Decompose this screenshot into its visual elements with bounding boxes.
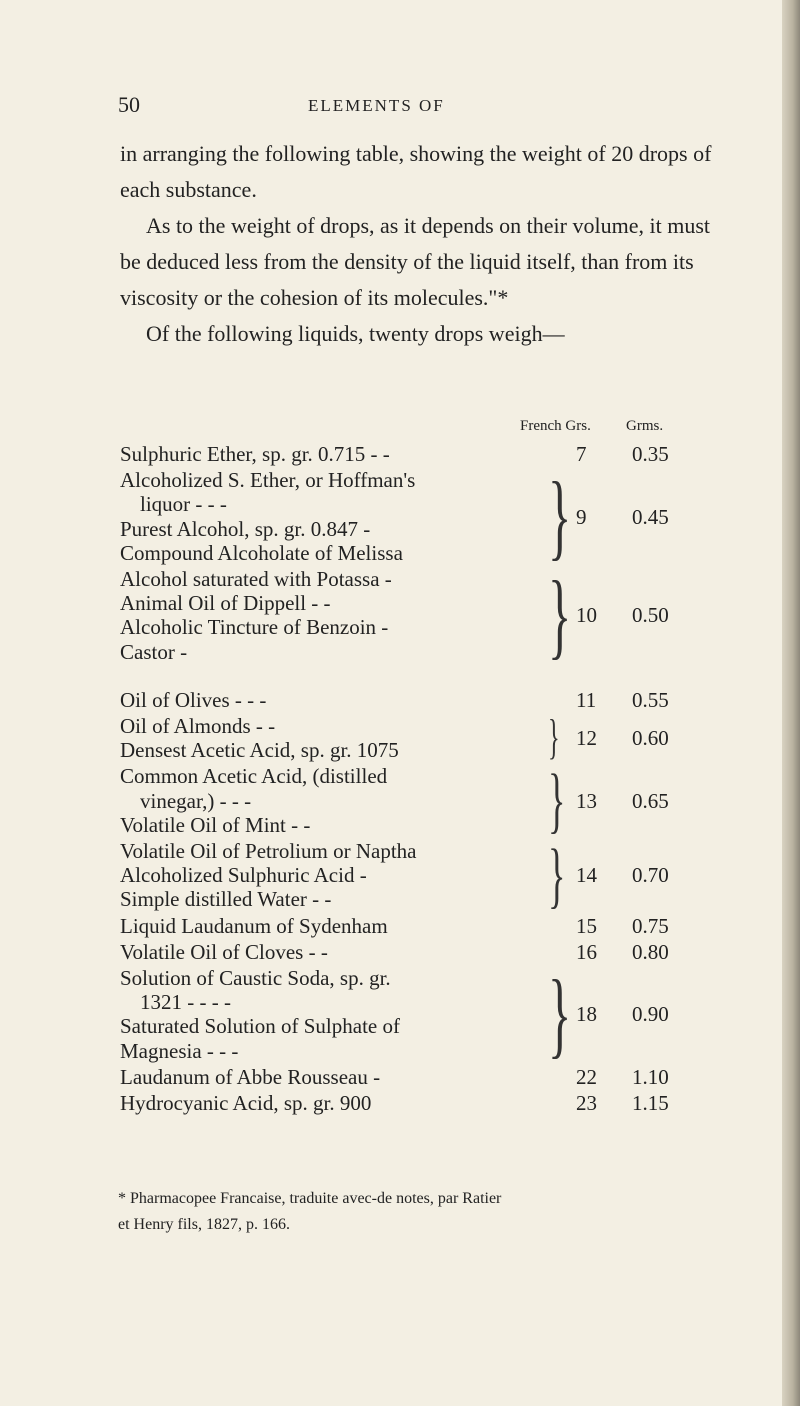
french-grains-value: 13 [576,788,597,813]
table-row-text: Alcoholic Tincture of Benzoin - [120,615,389,640]
table-row-text: Alcoholized S. Ether, or Hoffman's [120,468,416,493]
grams-value: 0.60 [632,726,669,751]
table-row-text: liquor - - - [140,492,227,517]
grams-value: 0.50 [632,603,669,628]
column-header-grams: Grms. [626,418,664,434]
table-row-text: Densest Acetic Acid, sp. gr. 1075 [120,738,399,763]
table-row-text: Volatile Oil of Cloves - - [120,939,328,964]
page-number: 50 [118,92,140,117]
grouping-brace: } [548,711,560,764]
french-grains-value: 9 [576,504,587,529]
table-row-text: Alcoholized Sulphuric Acid - [120,863,367,888]
table-row-text: Hydrocyanic Acid, sp. gr. 900 [120,1091,372,1115]
grams-value: 1.10 [632,1064,669,1089]
grams-value: 0.65 [632,788,669,813]
grams-value: 0.90 [632,1002,669,1027]
table-row-text: Magnesia - - - [120,1038,239,1063]
footnote-line: * Pharmacopee Francaise, traduite avec-de notes, par Ratier [118,1190,502,1207]
grams-value: 0.45 [632,504,669,529]
grams-value: 0.35 [632,442,669,467]
footnote-line: et Henry fils, 1827, p. 166. [118,1216,290,1233]
table-row-text: Liquid Laudanum of Sydenham [120,913,388,938]
table-row-text: Purest Alcohol, sp. gr. 0.847 - [120,516,371,541]
table-row-text: Alcohol saturated with Potassa - [120,567,392,591]
table-row-text: Oil of Almonds - - [120,714,276,738]
french-grains-value: 7 [576,442,587,467]
french-grains-value: 15 [576,913,597,938]
grams-value: 0.70 [632,863,669,888]
table-row-text: Compound Alcoholate of Melissa [120,540,403,565]
french-grains-value: 12 [576,726,597,751]
grouping-brace: } [548,960,572,1067]
table-row-text: Solution of Caustic Soda, sp. gr. [120,966,391,990]
table-row-text: Castor - [120,639,188,664]
table-row-text: Saturated Solution of Sulphate of [120,1014,400,1039]
table-row-text: Sulphuric Ether, sp. gr. 0.715 - - [120,442,390,466]
footnote [118,1186,718,1238]
table-row-text: Common Acetic Acid, (distilled [120,764,388,789]
page-edge [782,0,800,1406]
body-text [120,136,720,352]
grams-value: 0.55 [632,687,669,712]
paragraph: in arranging the following table, showing the weight of 20 drops of each substance. [120,141,712,202]
running-head: ELEMENTS OF [308,96,445,115]
french-grains-value: 22 [576,1064,597,1089]
french-grains-value: 16 [576,939,597,964]
page-header [118,92,718,122]
paragraph: As to the weight of drops, as it depends on their volume, it must be deduced less from the density of the liquid itself, than from its viscosity or the cohesion of its molecules."* [120,213,710,310]
grouping-brace: } [548,462,572,570]
table-row-text: vinegar,) - - - [140,788,252,813]
column-header-french-grains: French Grs. [520,418,591,434]
french-grains-value: 14 [576,863,597,888]
grouping-brace: } [548,561,572,668]
grams-value: 0.80 [632,939,669,964]
grouping-brace: } [548,759,566,841]
french-grains-value: 18 [576,1002,597,1027]
french-grains-value: 23 [576,1091,597,1116]
french-grains-value: 11 [576,687,597,712]
table-row-text: Oil of Olives - - - [120,687,267,712]
grams-value: 1.15 [632,1091,669,1116]
table-row-text: Volatile Oil of Mint - - [120,812,311,837]
paragraph: Of the following liquids, twenty drops weigh— [146,321,565,346]
grouping-brace: } [548,834,566,915]
table-row-text: Animal Oil of Dippell - - [120,591,331,616]
table-row-text: 1321 - - - - [140,990,231,1015]
table-row-text: Laudanum of Abbe Rousseau - [120,1064,381,1089]
french-grains-value: 10 [576,603,597,628]
table-row-text: Volatile Oil of Petrolium or Naptha [120,839,417,863]
grams-value: 0.75 [632,913,669,938]
table-row-text: Simple distilled Water - - [120,887,332,912]
